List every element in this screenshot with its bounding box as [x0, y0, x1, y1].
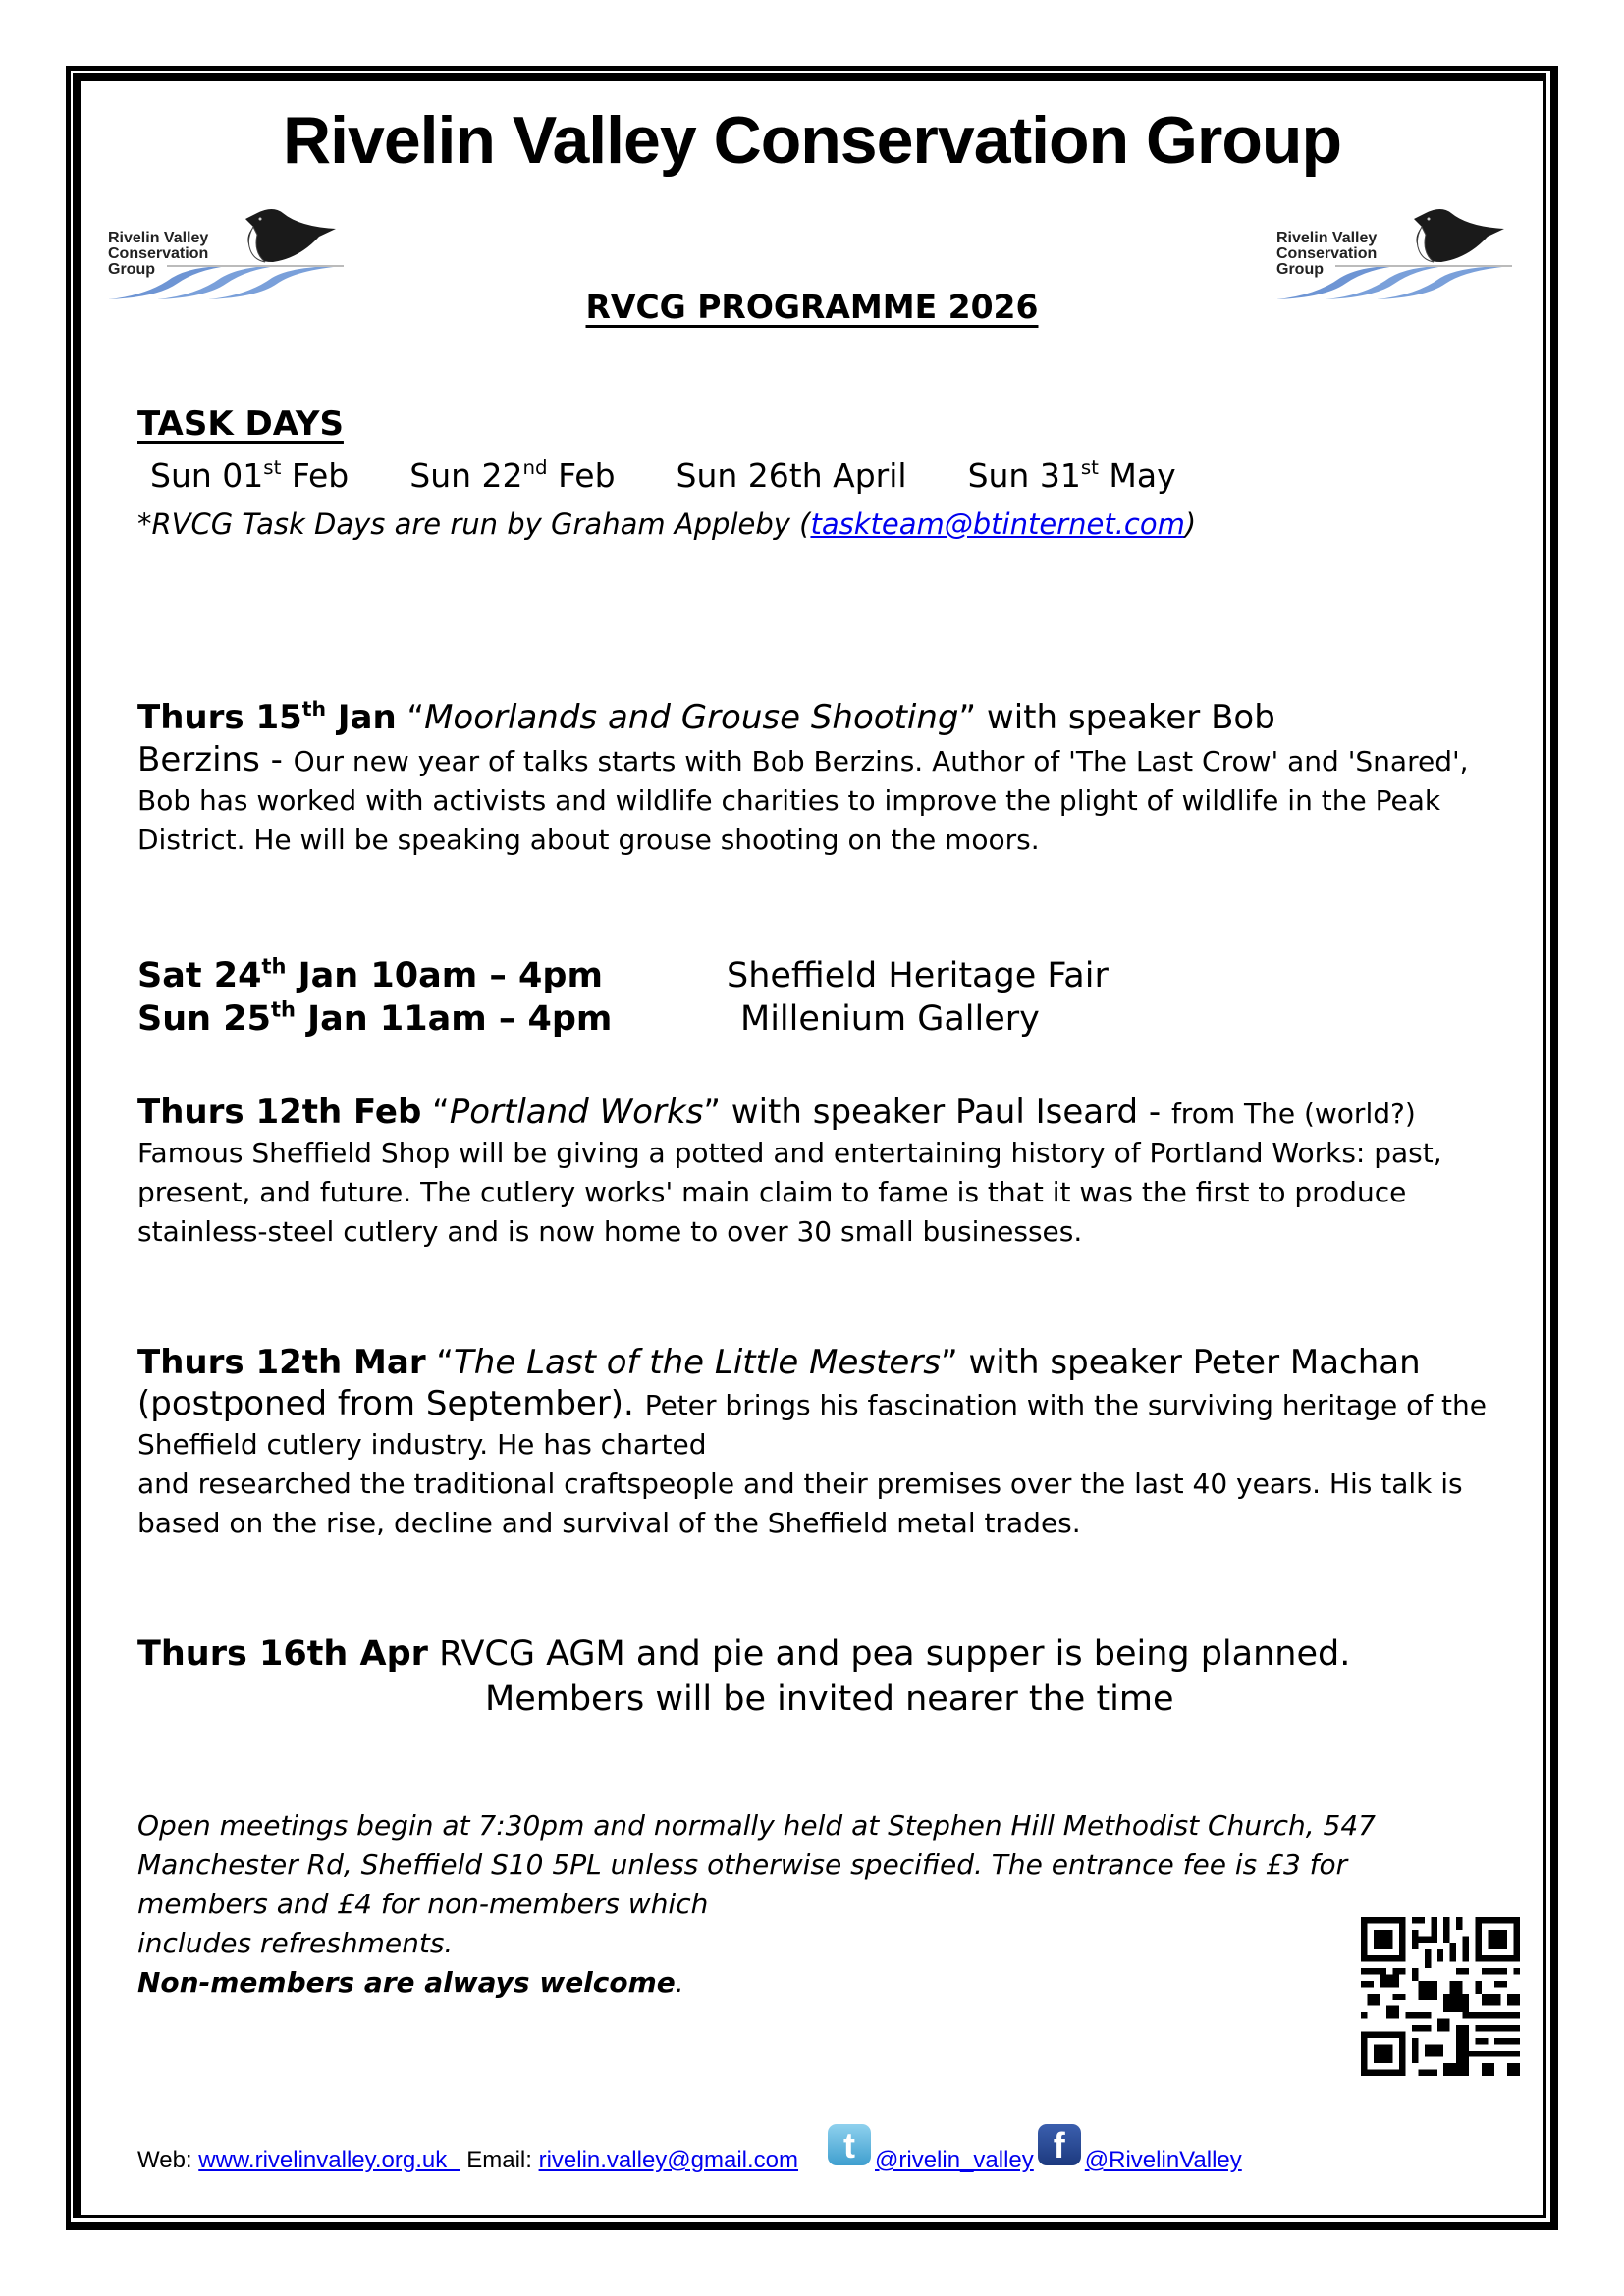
meetings-text: includes refreshments. [137, 1927, 454, 1959]
welcome-text: Non-members are always welcome [137, 1966, 676, 1999]
taskteam-email-link[interactable]: taskteam@btinternet.com [810, 507, 1185, 541]
quote-mark: ” [958, 698, 977, 737]
programme-heading: RVCG PROGRAMME 2026 [585, 288, 1039, 326]
event-date: Thurs 12th Feb [137, 1093, 422, 1132]
heritage-fair-dates [137, 954, 1512, 1041]
website-link[interactable]: www.rivelinvalley.org.uk [198, 2147, 460, 2173]
event-date-month: Jan [326, 698, 397, 737]
task-date-text: Sun 31 [967, 456, 1081, 495]
task-date-text: Sun 22 [409, 456, 523, 495]
fair-time: Jan 10am – 4pm [286, 956, 603, 995]
task-days-heading: TASK DAYS [137, 404, 344, 444]
task-date-month: May [1098, 456, 1176, 495]
event-description: from The (world?) Famous Sheffield Shop will be giving a potted and entertaining history of Portland Works: past, present, and future. The cutlery works' main claim to fame is that it was the first to produce stainless-steel cutlery and is now home to over 30 small businesses. [137, 1097, 1442, 1248]
event-headline [137, 695, 1512, 740]
logo-text-line: Rivelin Valley [108, 230, 209, 246]
email-label: Email: [460, 2147, 539, 2173]
event-portland-works-talk [137, 1093, 1512, 1252]
task-date [409, 454, 615, 498]
event-moorlands-talk [137, 695, 1512, 860]
task-date [150, 454, 349, 498]
ordinal-suffix: nd [522, 456, 548, 480]
logo-text [108, 231, 208, 278]
quote-mark: “ [425, 1343, 455, 1382]
ordinal-suffix: th [261, 954, 287, 979]
logo-text-line: Rivelin Valley [1276, 230, 1378, 246]
open-meetings-info [137, 1806, 1394, 2002]
facebook-handle-link[interactable]: @RivelinValley [1084, 2147, 1242, 2173]
event-description: Our new year of talks starts with Bob Berzins. Author of 'The Last Crow' and 'Snared', Bob has worked with activists and wildlife charities to improve the plight of wildlife in the Peak District. He will be speaking about grouse shooting on the moors. [137, 745, 1469, 856]
event-speaker: with speaker Bob [976, 698, 1275, 737]
event-description: RVCG AGM and pie and pea supper is being planned. [427, 1634, 1351, 1674]
event-agm [137, 1631, 1512, 1722]
task-date-month: Feb [281, 456, 350, 495]
task-date [677, 454, 907, 498]
email-link[interactable]: rivelin.valley@gmail.com [538, 2147, 799, 2173]
task-days-dates [150, 454, 1525, 498]
event-date [137, 698, 397, 737]
facebook-icon[interactable]: f [1038, 2124, 1081, 2165]
event-little-mesters-talk [137, 1343, 1512, 1543]
task-date-text: Sun 01 [150, 456, 264, 495]
logo-text [1276, 231, 1377, 278]
event-description: Peter brings his fascination with the surviving heritage of the Sheffield cutlery industry. He has charted [137, 1389, 1487, 1461]
fair-place: Sheffield Heritage Fair [727, 956, 1109, 995]
note-text: *RVCG Task Days are run by Graham Appleby ( [137, 507, 811, 541]
qr-code-icon[interactable] [1361, 1917, 1520, 2076]
twitter-icon[interactable]: t [828, 2124, 871, 2165]
task-date-month: Feb [547, 456, 616, 495]
quote-mark: “ [421, 1093, 450, 1132]
welcome-text: . [675, 1966, 684, 1999]
event-speaker: Berzins - [137, 740, 294, 779]
ordinal-suffix: st [263, 456, 282, 480]
logo-text-line: Conservation [108, 245, 209, 262]
task-days-note [137, 505, 1512, 544]
fair-time: Jan 11am – 4pm [295, 999, 613, 1039]
fair-date [137, 997, 740, 1041]
fair-row [137, 954, 1512, 997]
event-title: Moorlands and Grouse Shooting [424, 698, 959, 737]
event-date: Thurs 12th Mar [137, 1343, 426, 1382]
footer-contacts [137, 2125, 1242, 2181]
page-title: Rivelin Valley Conservation Group [283, 103, 1341, 178]
ordinal-suffix: th [301, 696, 327, 721]
quote-mark: ” [941, 1343, 958, 1382]
twitter-handle-link[interactable]: @rivelin_valley [875, 2147, 1034, 2173]
fair-place: Millenium Gallery [740, 999, 1040, 1039]
event-speaker: with speaker Paul Iseard - [721, 1093, 1171, 1132]
event-title: Portland Works [449, 1093, 704, 1132]
fair-row [137, 997, 1512, 1041]
fair-date-text: Sun 25 [137, 999, 271, 1039]
meetings-text: Open meetings begin at 7:30pm and normally held at Stephen Hill Methodist Church, 547 Manchester Rd, Sheffield S10 5PL unless otherwise specified. The entrance fee is £3 for members and £4 for non-members which [137, 1809, 1376, 1920]
quote-mark: ” [703, 1093, 721, 1132]
event-description: and researched the traditional craftspeople and their premises over the last 40 years. His talk is based on the rise, decline and survival of the Sheffield metal trades. [137, 1468, 1463, 1539]
note-text: ) [1184, 507, 1197, 541]
event-headline [137, 1093, 1171, 1132]
task-date [968, 454, 1176, 498]
event-title: The Last of the Little Mesters [454, 1343, 942, 1382]
logo-text-line: Conservation [1276, 245, 1378, 262]
event-description: Members will be invited nearer the time [485, 1680, 1174, 1719]
task-date-text: Sun 26th April [676, 456, 907, 495]
web-label: Web: [137, 2147, 199, 2173]
ordinal-suffix: th [270, 997, 296, 1022]
ordinal-suffix: st [1080, 456, 1099, 480]
quote-mark: “ [396, 698, 425, 737]
event-speaker: with speaker Peter Machan (postponed from September). [137, 1343, 1421, 1423]
fair-date [137, 954, 727, 997]
fair-date-text: Sat 24 [137, 956, 262, 995]
logo-text-line: Group [1276, 261, 1324, 278]
event-date-text: Thurs 15 [137, 698, 302, 737]
event-date: Thurs 16th Apr [137, 1634, 428, 1674]
logo-text-line: Group [108, 261, 155, 278]
